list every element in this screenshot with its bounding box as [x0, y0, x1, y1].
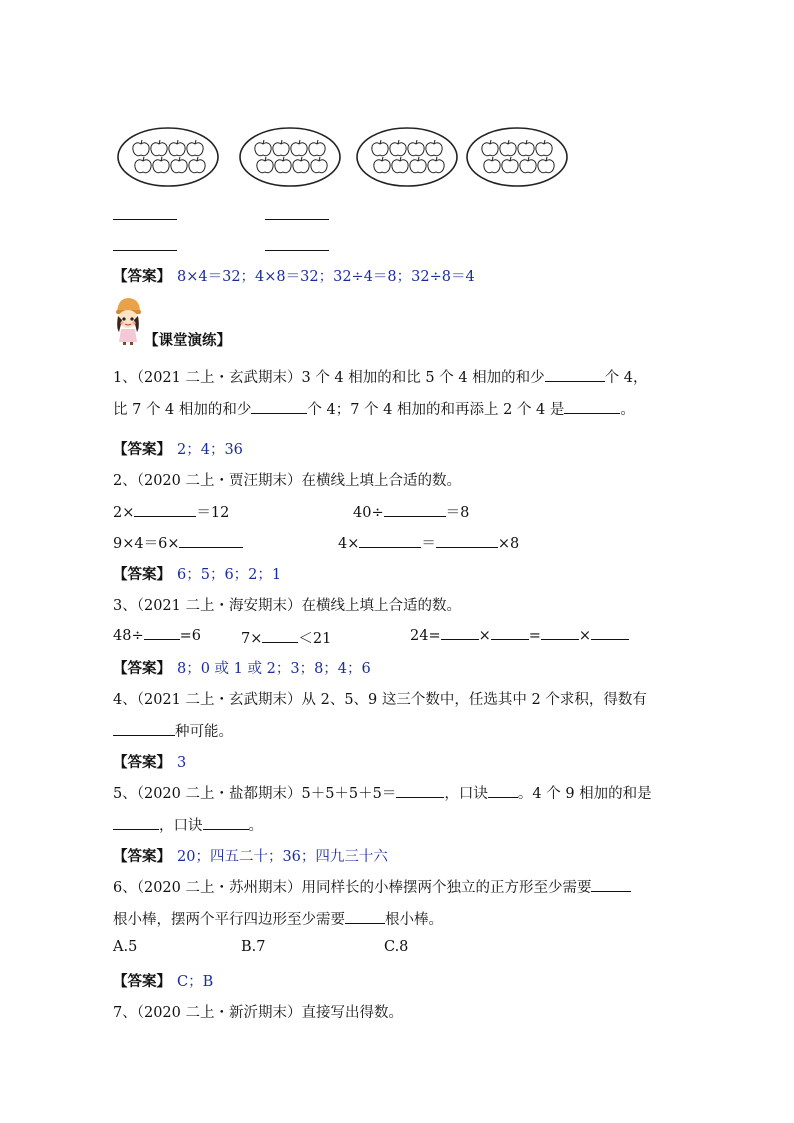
apple-icon [273, 143, 289, 156]
q6-option-c[interactable]: C.8 [384, 939, 409, 955]
q6-text: 根小棒。 [385, 912, 443, 928]
q4-text: 种可能。 [175, 724, 233, 740]
q1-blank-2[interactable] [251, 401, 307, 414]
q2-blank-3[interactable] [179, 535, 243, 548]
q3-blank-5[interactable] [541, 627, 579, 640]
q3-blank-3[interactable] [441, 627, 479, 640]
q4-answer [113, 751, 186, 772]
apple-icon [309, 143, 325, 156]
apple-icon [408, 143, 424, 156]
q2-text: ×8 [497, 536, 520, 552]
q6-answer [113, 970, 213, 991]
q5-answer [113, 845, 388, 866]
apple-icon [187, 143, 203, 156]
answer-value: C；B [177, 974, 214, 990]
q1-text-d: 个 4；7 个 4 相加的和再添上 2 个 4 是 [307, 402, 565, 418]
intro-blank-3[interactable] [113, 250, 177, 251]
section-title: 【课堂演练】 [144, 332, 231, 349]
q1-blank-3[interactable] [564, 401, 620, 414]
apple-icon [426, 143, 442, 156]
apple-icon [169, 143, 185, 156]
q5-text: ，口诀 [444, 786, 488, 802]
answer-label: 【答案】 [113, 566, 171, 583]
q3-text: × [478, 628, 491, 644]
apple-icon [255, 143, 271, 156]
apple-icon [151, 143, 167, 156]
apple-icon [410, 160, 426, 173]
q1-text-a: 1、（2021 二上・玄武期末）3 个 4 相加的和比 5 个 4 相加的和少 [113, 370, 545, 386]
q3-text: =6 [179, 628, 201, 644]
apple-icon [484, 160, 500, 173]
q3-text: × [578, 628, 592, 644]
intro-blank-1[interactable] [113, 219, 177, 220]
answer-value: 20；四五二十；36；四九三十六 [177, 849, 388, 865]
q4-line2 [113, 720, 233, 741]
q6-line1 [113, 876, 631, 897]
q5-line1 [113, 782, 652, 803]
apple-icon [390, 143, 406, 156]
apple-icon [536, 143, 552, 156]
q2-head: 2、（2020 二上・贾汪期末）在横线上填上合适的数。 [113, 473, 461, 489]
q2-text: 40÷ [353, 505, 384, 521]
q5-text: ，口诀 [159, 818, 203, 834]
answer-value: 3 [177, 755, 187, 771]
q6-blank-1[interactable] [591, 879, 631, 892]
apple-icon [171, 160, 187, 173]
q6-text: 6、（2020 二上・苏州期末）用同样长的小棒摆两个独立的正方形至少需要 [113, 880, 592, 896]
answer-value: 8；0 或 1 或 2；3；8；4；6 [177, 661, 371, 677]
q3-text: ＜21 [298, 631, 332, 647]
girl-mascot-icon [112, 296, 144, 346]
q3-text: = [528, 628, 541, 644]
q2-text: 2× [113, 505, 135, 521]
q2-row2b [338, 532, 519, 553]
answer-value: 2；4；36 [177, 442, 243, 458]
q2-text: 4× [338, 536, 360, 552]
intro-blank-2[interactable] [265, 219, 329, 220]
apple-icon [482, 143, 498, 156]
apple-icon [133, 143, 149, 156]
q3-blank-2[interactable] [262, 630, 298, 643]
q5-blank-3[interactable] [113, 817, 159, 830]
q2-row2a [113, 532, 243, 553]
answer-label: 【答案】 [113, 268, 171, 285]
apple-icon [538, 160, 554, 173]
q2-blank-4[interactable] [359, 535, 421, 548]
apple-icon [374, 160, 390, 173]
apple-plates-illustration [116, 124, 576, 190]
q2-text: ＝12 [196, 505, 230, 521]
apple-icon [189, 160, 205, 173]
answer-label: 【答案】 [113, 973, 171, 990]
apple-icon [372, 143, 388, 156]
q4-blank-1[interactable] [113, 723, 175, 736]
answer-label: 【答案】 [113, 848, 171, 865]
q2-text: ＝ [421, 536, 436, 552]
q1-text-e: 。 [620, 402, 635, 418]
q2-row1a [113, 501, 229, 522]
plate [240, 128, 340, 186]
q1-line1 [113, 366, 648, 387]
q3-b [241, 627, 331, 648]
q3-blank-6[interactable] [591, 627, 629, 640]
q5-text: 。4 个 9 相加的和是 [517, 786, 652, 802]
intro-blank-4[interactable] [265, 250, 329, 251]
plate [467, 128, 567, 186]
apple-icon [500, 143, 516, 156]
q7-head: 7、（2020 二上・新沂期末）直接写出得数。 [113, 1005, 403, 1021]
q1-blank-1[interactable] [545, 369, 605, 382]
q3-a [113, 627, 201, 644]
answer-label: 【答案】 [113, 754, 171, 771]
apple-plates [116, 124, 576, 190]
q6-blank-2[interactable] [345, 911, 385, 924]
q6-line2 [113, 908, 443, 929]
q6-text: 根小棒，摆两个平行四边形至少需要 [113, 912, 345, 928]
q6-option-b[interactable]: B.7 [241, 939, 266, 955]
q2-row1b [353, 501, 469, 522]
apple-icon [518, 143, 534, 156]
apple-icon [520, 160, 536, 173]
q3-blank-4[interactable] [491, 627, 529, 640]
q2-answer [113, 563, 281, 584]
q5-blank-2[interactable] [488, 785, 518, 798]
answer-value: 8×4＝32；4×8＝32；32÷4＝8；32÷8＝4 [177, 269, 475, 285]
q1-text-c: 比 7 个 4 相加的和少 [113, 402, 252, 418]
apple-icon [502, 160, 518, 173]
q2-text: ＝8 [445, 505, 470, 521]
q5-line2 [113, 814, 263, 835]
apple-icon [293, 160, 309, 173]
apple-icon [392, 160, 408, 173]
q2-text: 9×4＝6× [113, 536, 180, 552]
q4-line1: 4、（2021 二上・玄武期末）从 2、5、9 这三个数中，任选其中 2 个求积，得数有 [113, 692, 647, 708]
q3-text: 7× [241, 631, 263, 647]
plate [118, 128, 218, 186]
apple-icon [311, 160, 327, 173]
q3-text: 48÷ [113, 628, 144, 644]
apple-icon [153, 160, 169, 173]
q1-text-b: 个 4， [604, 370, 648, 386]
apple-icon [135, 160, 151, 173]
apple-icon [291, 143, 307, 156]
answer-label: 【答案】 [113, 660, 171, 677]
intro-answer [113, 265, 475, 286]
q5-text: 。 [248, 818, 263, 834]
q3-head: 3、（2021 二上・海安期末）在横线上填上合适的数。 [113, 598, 461, 614]
q6-option-a[interactable]: A.5 [113, 939, 138, 955]
q3-blank-1[interactable] [144, 627, 180, 640]
q5-blank-4[interactable] [203, 817, 249, 830]
q5-blank-1[interactable] [396, 785, 444, 798]
q3-text: 24= [410, 628, 441, 644]
q2-blank-2[interactable] [384, 504, 446, 517]
apple-icon [428, 160, 444, 173]
apple-icon [257, 160, 273, 173]
q2-blank-1[interactable] [134, 504, 196, 517]
q5-text: 5、（2020 二上・盐都期末）5＋5＋5＋5＝ [113, 786, 397, 802]
answer-value: 6；5；6；2；1 [177, 567, 282, 583]
plate [357, 128, 457, 186]
q3-c [410, 627, 629, 644]
apple-icon [275, 160, 291, 173]
answer-label: 【答案】 [113, 441, 171, 458]
q1-answer [113, 438, 243, 459]
q3-answer [113, 657, 371, 678]
q1-line2 [113, 398, 635, 419]
q2-blank-5[interactable] [436, 535, 498, 548]
